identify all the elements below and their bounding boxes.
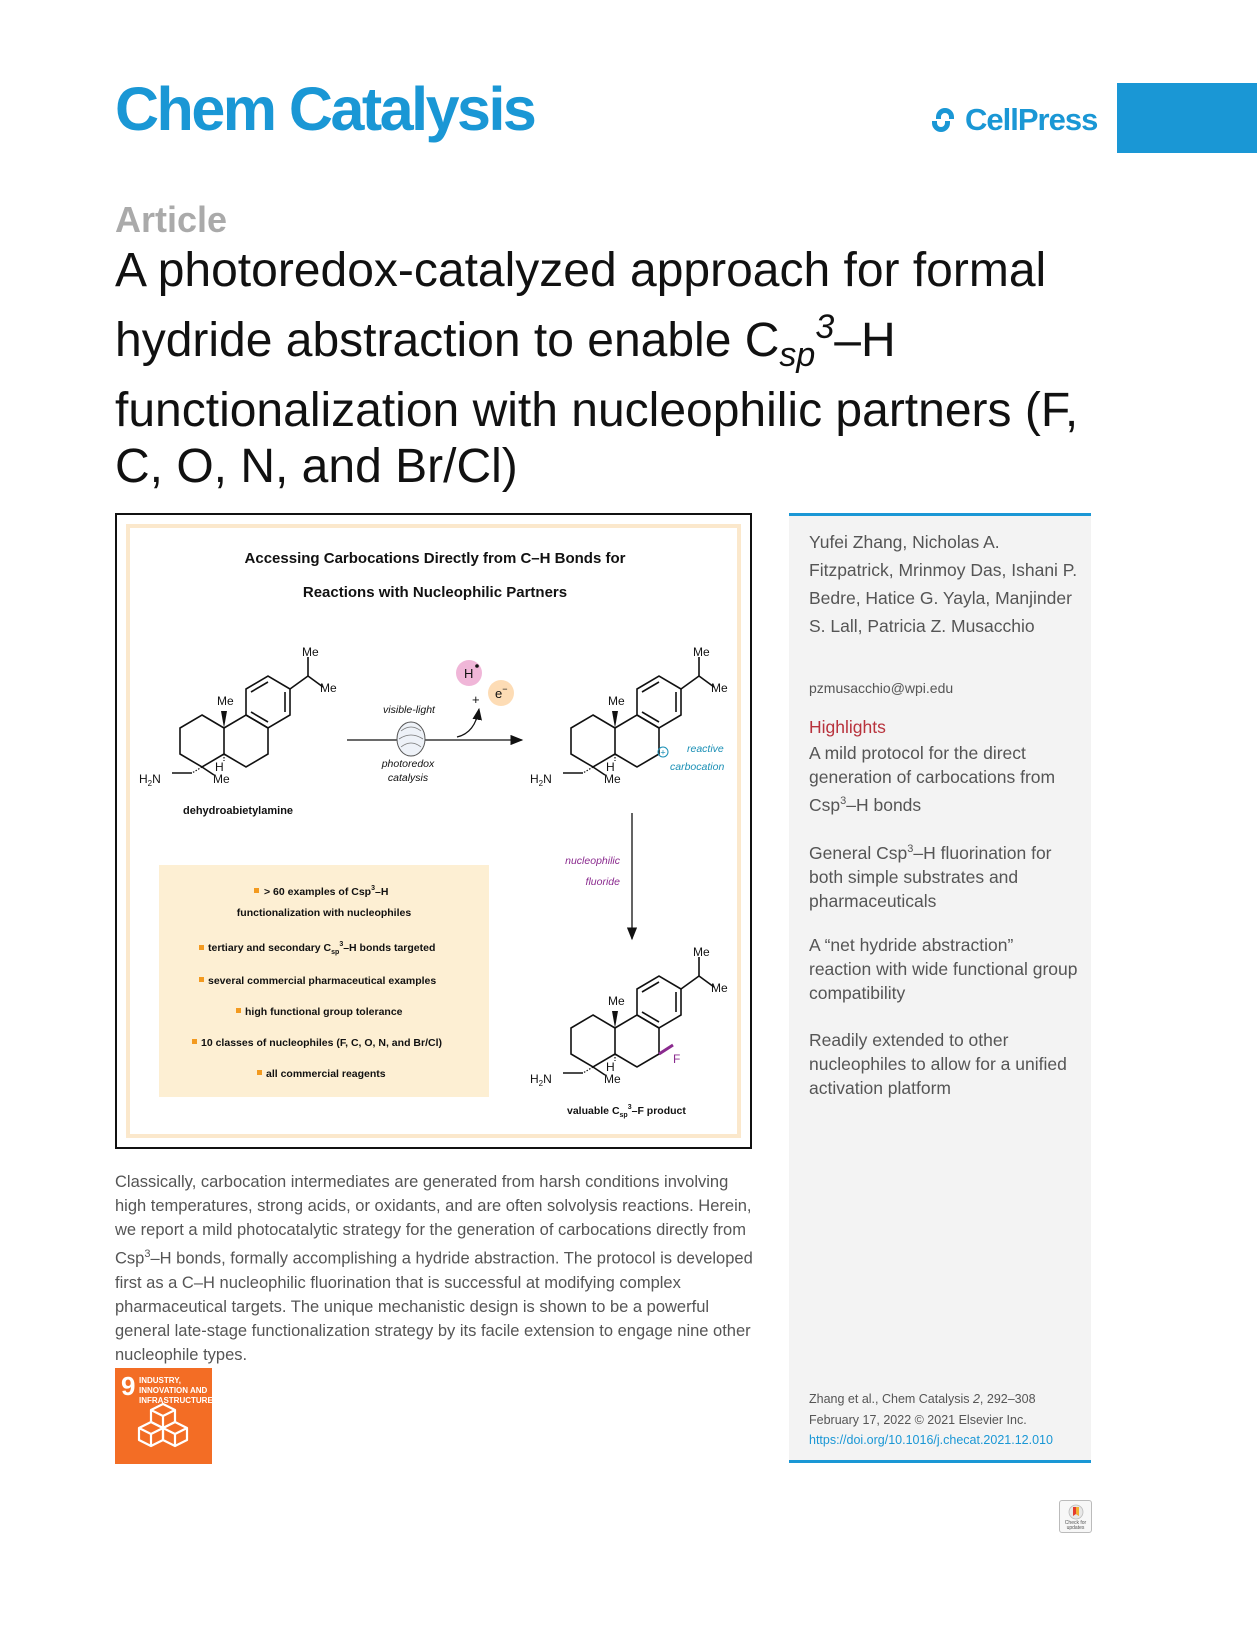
reactive-label-2: carbocation	[670, 761, 725, 773]
product-me-top: Me	[693, 945, 710, 959]
cation-h: H	[606, 760, 615, 774]
nucleophile-label-1: nucleophilic	[565, 855, 620, 867]
graphical-abstract	[115, 513, 752, 1149]
cellpress-name: CellPress	[965, 102, 1098, 137]
nucleophile-label-2: fluoride	[585, 876, 620, 888]
product-me-angular: Me	[608, 994, 625, 1008]
cation-amine: $H_2N$	[530, 772, 552, 788]
cation-me-right: Me	[711, 681, 728, 695]
bookmark-icon	[1068, 1504, 1084, 1520]
article-type-label: Article	[115, 199, 228, 240]
feature-bullet-5	[192, 1039, 197, 1044]
feature-4: high functional group tolerance	[245, 1006, 403, 1018]
product-name: valuable $C_{sp}^3-F$ product	[567, 1104, 686, 1119]
doi-link[interactable]: https://doi.org/10.1016/j.checat.2021.12.010	[809, 1433, 1053, 1447]
sdg-number: 9	[121, 1371, 136, 1401]
feature-5: 10 classes of nucleophiles (F, C, O, N, and Br/Cl)	[201, 1037, 442, 1049]
feature-1-line-2: functionalization with nucleophiles	[236, 907, 412, 919]
feature-2: tertiary and secondary $C_{sp}^3-H$ bonds targeted	[208, 941, 436, 956]
date-line: February 17, 2022 © 2021 Elsevier Inc.	[809, 1412, 1027, 1427]
sidebar	[789, 513, 1091, 1463]
author-list: Yufei Zhang, Nicholas A. Fitzpatrick, Mrinmoy Das, Ishani P. Bedre, Hatice G. Yayla, Manjinder S. Lall, Patricia Z. Musacchio	[809, 532, 1078, 636]
reactive-label-1: reactive	[687, 743, 724, 755]
photoredox-label-2: catalysis	[387, 772, 429, 784]
feature-6: all commercial reagents	[266, 1068, 386, 1080]
product-molecule	[563, 957, 714, 1075]
sdg-badge[interactable]	[115, 1368, 212, 1464]
corner-accent-block	[1117, 83, 1257, 153]
cellpress-logo[interactable]	[928, 100, 1097, 140]
corresponding-email[interactable]: pzmusacchio@wpi.edu	[809, 680, 954, 696]
cellpress-icon	[928, 104, 960, 136]
visible-light-label: visible-light	[383, 704, 435, 716]
abstract-text: Classically, carbocation intermediates are generated from harsh conditions involving high temperatures, strong acids, or oxidants, and are often solvolysis reactions. Herein, we report a mild photocatalytic strategy for the generation of carbocations directly from Csp$^3$–H bonds, formally accomplishing a hydride abstraction. The protocol is developed first as a C–H nucleophilic fluorination that is successful at modifying complex pharmaceutical targets. The unique mechanistic design is shown to be a powerful general late-stage functionalization strategy by its facile extension to engage nine other nucleophile types.	[115, 1173, 753, 1364]
sidebar-bottom-rule	[789, 1460, 1091, 1463]
start-me-angular: Me	[217, 694, 234, 708]
lightbulb-icon	[397, 722, 425, 756]
start-amine: $H_2N$	[139, 772, 161, 788]
citation-line: Zhang et al., Chem Catalysis 2, 292–308	[809, 1392, 1036, 1406]
title-line-3: functionalization with nucleophilic partners (F,	[115, 384, 1079, 437]
graphical-abstract-figure	[117, 515, 750, 1147]
product-me-bottom: Me	[604, 1072, 621, 1086]
feature-bullet-6	[257, 1070, 262, 1075]
citation-block	[809, 1389, 1089, 1451]
carbocation-molecule	[563, 657, 714, 775]
plus-sign: +	[472, 692, 480, 707]
highlight-4: Readily extended to other nucleophiles to allow for a unified activation platform	[809, 1030, 1067, 1098]
feature-bullet-1	[254, 888, 259, 893]
start-h: H	[215, 760, 224, 774]
title-line-2	[115, 299, 1115, 383]
radical-dot	[475, 664, 479, 668]
feature-1-line-1: > 60 examples of Csp$^3$–H	[264, 885, 389, 898]
feature-bullet-3	[199, 977, 204, 982]
ga-heading-line-2: Reactions with Nucleophilic Partners	[302, 584, 568, 601]
product-h: H	[606, 1060, 615, 1074]
sdg-label: INDUSTRY, INNOVATION AND INFRASTRUCTURE	[139, 1376, 213, 1405]
feature-bullet-2	[199, 945, 204, 950]
start-molecule	[172, 657, 323, 775]
byproduct-arrow	[457, 709, 479, 737]
article-title	[115, 243, 1115, 495]
h-radical-label: H	[464, 666, 474, 681]
title-line-2-text: hydride abstraction to enable C	[115, 314, 780, 367]
start-me-right: Me	[320, 681, 337, 695]
highlights-heading: Highlights	[809, 717, 886, 737]
cation-charge: +	[660, 747, 666, 758]
photoredox-label-1: photoredox	[381, 758, 435, 770]
fluorine-label: F	[673, 1052, 681, 1066]
feature-bullet-4	[236, 1008, 241, 1013]
check-updates-label: Check for updates	[1064, 1520, 1087, 1531]
start-me-top: Me	[302, 645, 319, 659]
title-tail: –H	[834, 314, 896, 367]
title-superscript: 3	[815, 308, 835, 346]
cation-me-bottom: Me	[604, 772, 621, 786]
title-line-4: C, O, N, and Br/Cl)	[115, 440, 518, 493]
highlight-3: A “net hydride abstraction” reaction with wide functional group compatibility	[809, 935, 1078, 1003]
cubes-icon	[137, 1402, 189, 1458]
electron-label: e−	[495, 684, 508, 701]
highlight-1: A mild protocol for the direct generation of carbocations from Csp$^3$–H bonds	[809, 743, 1056, 815]
highlight-2: General Csp$^3$–H fluorination for both simple substrates and pharmaceuticals	[809, 842, 1052, 911]
ga-heading-line-1: Accessing Carbocations Directly from C–H Bonds for	[244, 550, 626, 567]
product-me-right: Me	[711, 981, 728, 995]
cation-me-top: Me	[693, 645, 710, 659]
journal-title: Chem Catalysis	[115, 75, 535, 143]
sidebar-top-rule	[789, 513, 1091, 516]
product-amine: $H_2N$	[530, 1072, 552, 1088]
feature-3: several commercial pharmaceutical examples	[208, 975, 437, 987]
start-name: dehydroabietylamine	[183, 805, 294, 817]
cation-me-angular: Me	[608, 694, 625, 708]
title-line-1: A photoredox-catalyzed approach for formal	[115, 244, 1047, 297]
title-subscript: sp	[779, 336, 816, 374]
check-for-updates-button[interactable]	[1059, 1500, 1092, 1533]
start-me-bottom: Me	[213, 772, 230, 786]
